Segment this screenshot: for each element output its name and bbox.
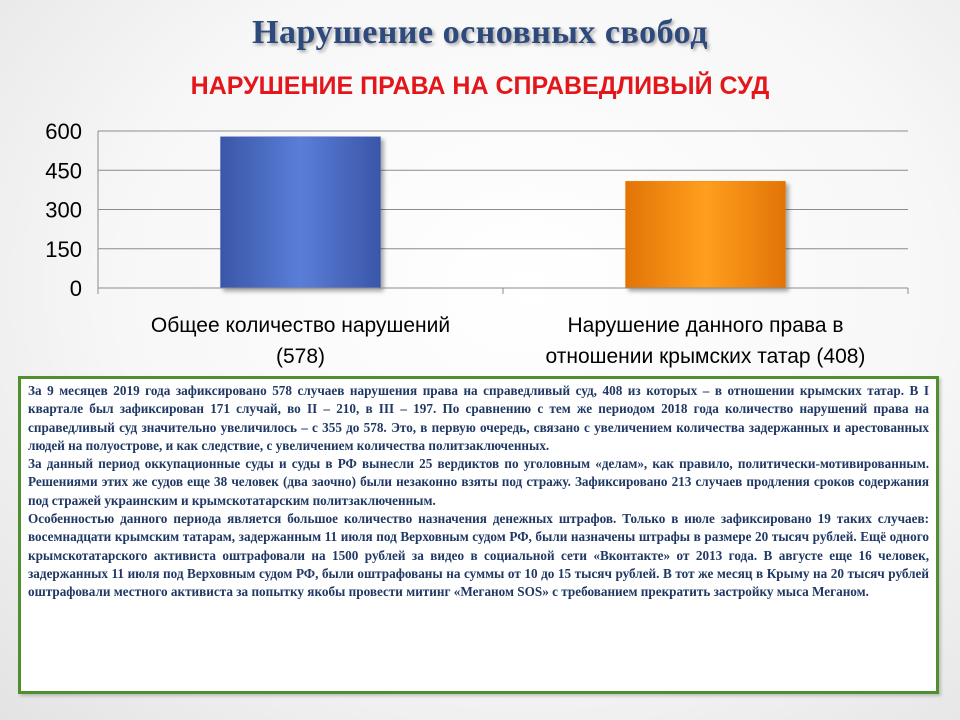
y-tick-label: 450 xyxy=(45,158,82,184)
info-text-box xyxy=(18,376,939,694)
y-tick-label: 150 xyxy=(45,236,82,262)
y-tick-label: 300 xyxy=(45,197,82,223)
chart-title: НАРУШЕНИЕ ПРАВА НА СПРАВЕДЛИВЫЙ СУД xyxy=(190,72,770,100)
slide-title: Нарушение основных свобод xyxy=(252,14,708,51)
bars xyxy=(221,137,786,288)
info-paragraph: Особенностью данного периода является большое количество назначения денежных штрафов. Только в июле зафиксировано 19 таких случаев: восемнадцати крымским татарам, задержанным 11 июля под Верховным судом РФ, были назначены штрафы в размере 20 тысяч рублей. Ещё одного крымскотатарского активиста оштрафовали на 1500 рублей за видео в социальной сети «Вконтакте» от 2013 года. В августе еще 16 человек, задержанных 11 июля под Верховным судом РФ, были оштрафованы на суммы от 10 до 15 тысяч рублей. В тот же месяц в Крыму на 20 тысяч рублей оштрафовали местного активиста за попытку якобы провести митинг «Меганом SOS» с требованием прекратить застройку мыса Меганом. xyxy=(28,511,929,600)
category-labels xyxy=(151,314,866,368)
y-tick-label: 0 xyxy=(69,276,82,301)
bar xyxy=(626,181,786,288)
category-label: Нарушение данного права в xyxy=(567,314,844,337)
y-tick-label: 600 xyxy=(45,119,82,144)
category-label: Общее количество нарушений xyxy=(150,314,451,337)
info-paragraph: За 9 месяцев 2019 года зафиксировано 578 случаев нарушения права на справедливый суд, 408 из которых – в отношении крымских татар. В I квартале был зафиксирован 171 случай, во II – 210, в III – 197. По сравнению с тем же периодом 2018 года количество нарушений права на справедливый суд значительно увеличилось – с 355 до 578. Это, в первую очередь, связано с увеличением количества задержанных и арестованных людей на полуострове, и как следствие, с увеличением количества политзаключенных. xyxy=(28,383,929,453)
info-paragraph: За данный период оккупационные суды и суды в РФ вынесли 25 вердиктов по уголовным «делам», как правило, политически-мотивированным. Решениями этих же судов еще 38 человек (два заочно) были незаконно взяты под стражу. Зафиксировано 213 случаев продления сроков содержания под стражей украинским и крымскотатарским политзаключенным. xyxy=(28,456,929,508)
gridlines xyxy=(98,131,908,249)
y-tick-labels xyxy=(45,119,82,301)
category-label: отношении крымских татар (408) xyxy=(545,345,866,368)
axes xyxy=(98,131,908,294)
bar xyxy=(221,137,381,288)
category-label: (578) xyxy=(275,345,326,368)
